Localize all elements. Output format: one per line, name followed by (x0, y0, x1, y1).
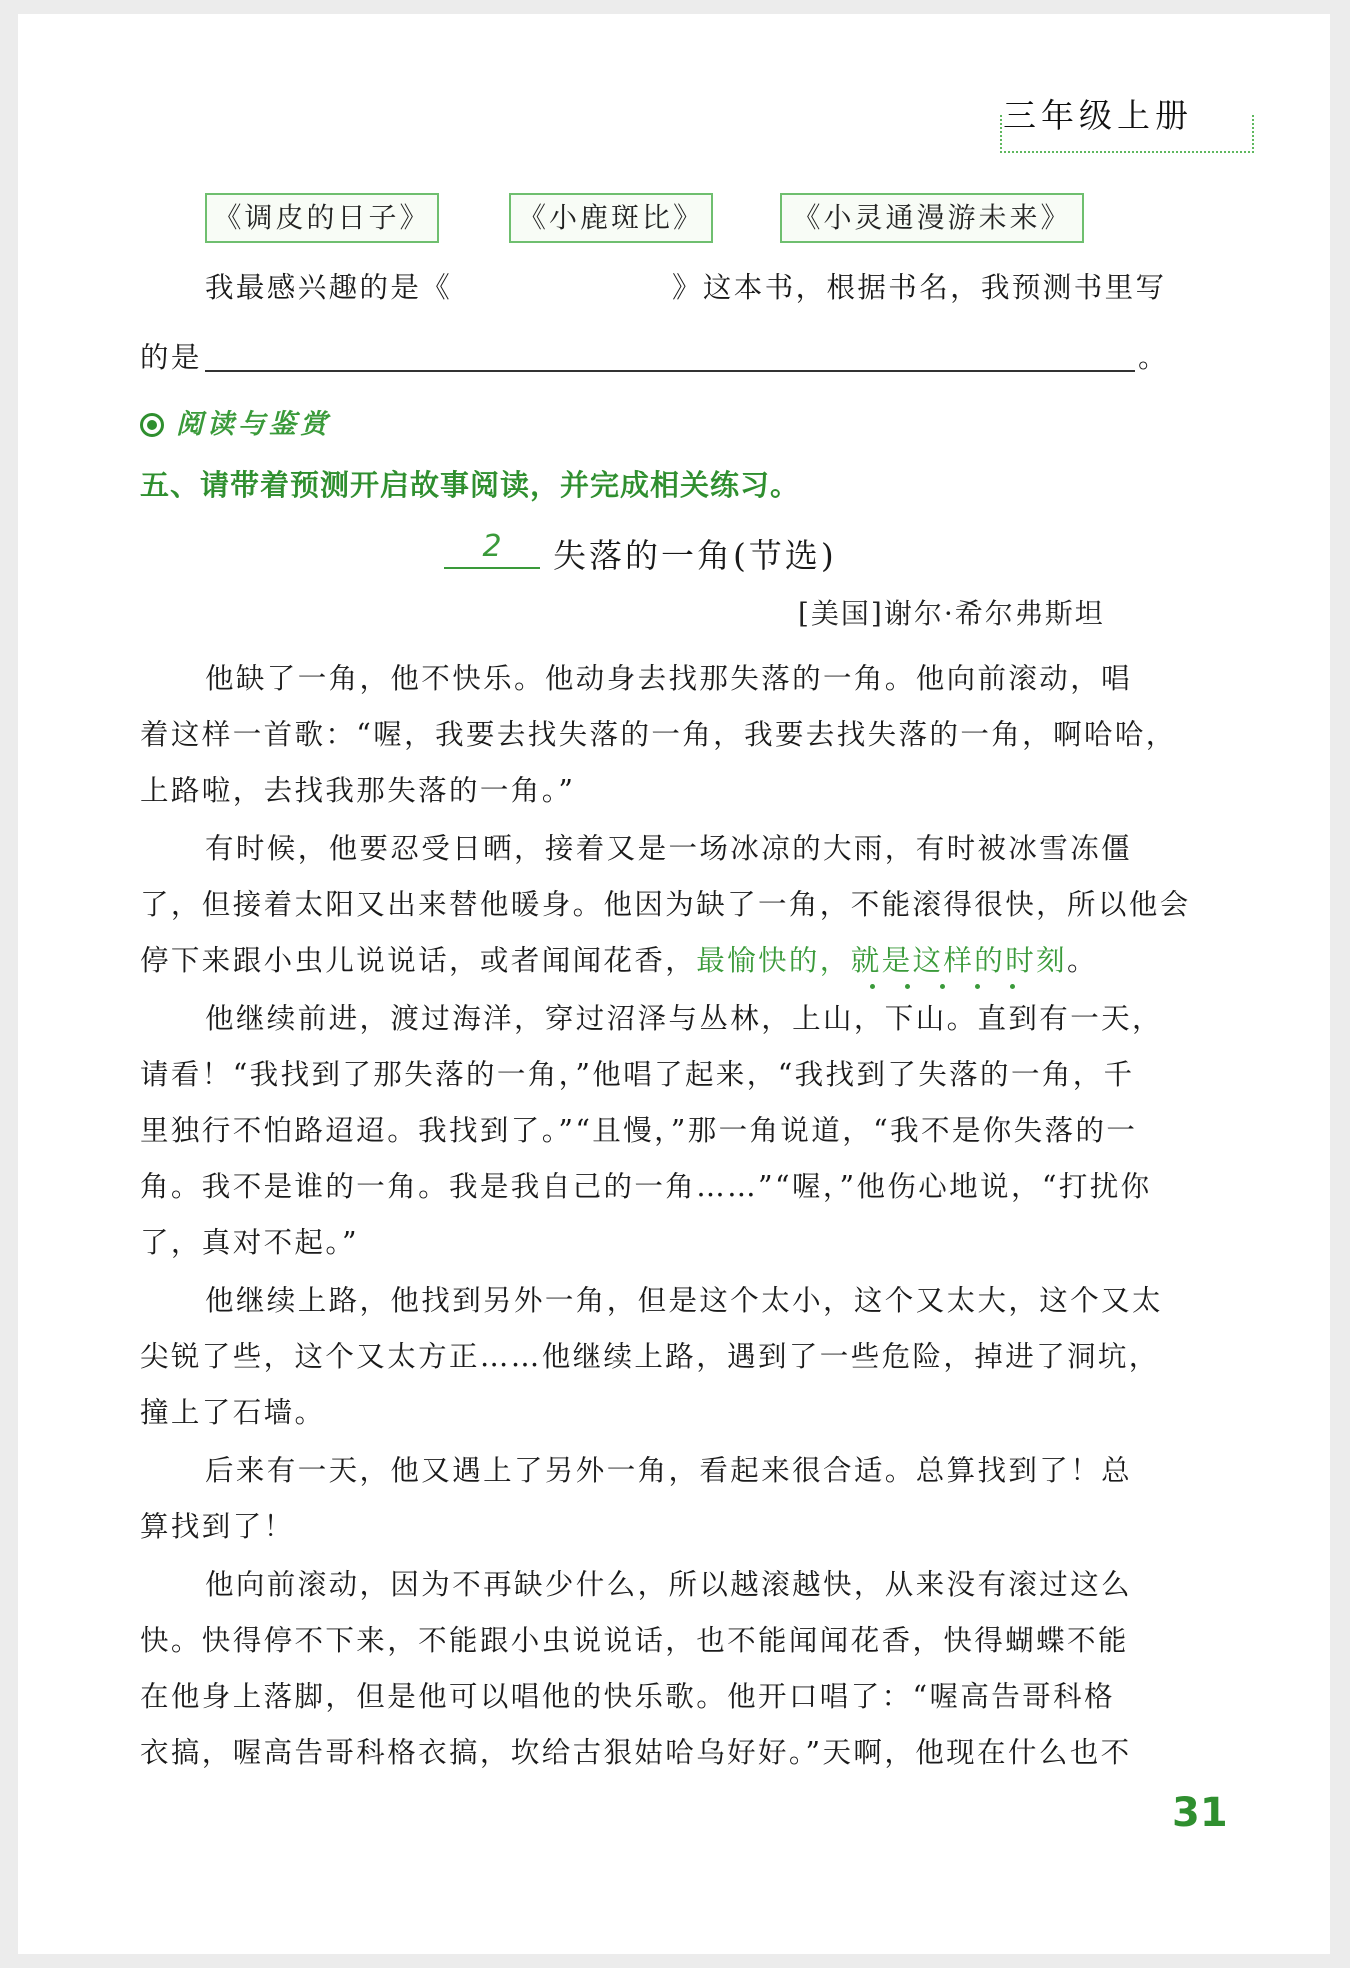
story-line: 角。我不是谁的一角。我是我自己的一角……”“喔，”他伤心地说，“打扰你 (140, 1170, 1152, 1203)
story-line: 请看！“我找到了那失落的一角，”他唱了起来，“我找到了失落的一角，千 (140, 1058, 1135, 1091)
story-line: 了，但接着太阳又出来替他暖身。他因为缺了一角，不能滚得很快，所以他会 (140, 888, 1191, 921)
story-line: 上路啦，去找我那失落的一角。” (140, 774, 576, 807)
story-line: 在他身上落脚，但是他可以唱他的快乐歌。他开口唱了：“喔高告哥科格 (140, 1680, 1115, 1713)
book-option-3: 《小灵通漫游未来》 (780, 193, 1084, 243)
answer-blank-line[interactable] (205, 370, 1135, 372)
story-title: 失落的一角(节选) (553, 536, 837, 575)
story-line: 停下来跟小虫儿说说话，或者闻闻花香， (140, 944, 697, 977)
story-line: 撞上了石墙。 (140, 1396, 326, 1429)
emphasis-dot (975, 984, 980, 989)
grade-label: 三年级上册 (1003, 96, 1193, 135)
story-line: 他继续前进，渡过海洋，穿过沼泽与丛林，上山，下山。直到有一天， (205, 1002, 1163, 1035)
story-line: 他向前滚动，因为不再缺少什么，所以越滚越快，从来没有滚过这么 (205, 1568, 1133, 1601)
story-line: 算找到了！ (140, 1510, 295, 1543)
prediction-line1-before: 我最感兴趣的是《 (205, 271, 453, 304)
story-line: 衣搞，喔高告哥科格衣搞，坎给古狠姑哈乌好好。”天啊，他现在什么也不 (140, 1736, 1132, 1769)
emphasis-dot (870, 984, 875, 989)
grade-dotted-box (1000, 115, 1254, 153)
story-author: [美国]谢尔·希尔弗斯坦 (798, 597, 1105, 630)
story-line: 他继续上路，他找到另外一角，但是这个太小，这个又太大，这个又太 (205, 1284, 1163, 1317)
story-line-with-highlight (140, 938, 1098, 979)
lesson-number: 2 (444, 527, 540, 569)
section-heading (140, 402, 331, 441)
highlighted-sentence: 最愉快的，就是这样的时刻 (696, 944, 1068, 977)
emphasis-dot (940, 984, 945, 989)
story-line: 着这样一首歌：“喔，我要去找失落的一角，我要去找失落的一角，啊哈哈， (140, 718, 1177, 751)
target-icon (140, 413, 164, 437)
book-option-1: 《调皮的日子》 (205, 193, 439, 243)
story-line: 快。快得停不下来，不能跟小虫说说话，也不能闻闻花香，快得蝴蝶不能 (140, 1624, 1129, 1657)
prediction-line2-before: 的是 (140, 341, 202, 374)
task-instruction: 五、请带着预测开启故事阅读，并完成相关练习。 (140, 468, 801, 502)
page-number: 31 (1172, 1790, 1228, 1836)
story-line: 了，真对不起。” (140, 1226, 360, 1259)
emphasis-dot (1010, 984, 1015, 989)
book-option-2: 《小鹿斑比》 (509, 193, 713, 243)
prediction-line2-end: 。 (1138, 341, 1169, 374)
emphasis-dot (905, 984, 910, 989)
story-line: 后来有一天，他又遇上了另外一角，看起来很合适。总算找到了！总 (205, 1454, 1133, 1487)
section-title: 阅读与鉴赏 (176, 409, 331, 440)
highlight-end: 。 (1067, 944, 1098, 977)
story-line: 尖锐了些，这个又太方正……他继续上路，遇到了一些危险，掉进了洞坑， (140, 1340, 1160, 1373)
story-line: 他缺了一角，他不快乐。他动身去找那失落的一角。他向前滚动，唱 (205, 662, 1133, 695)
story-line: 里独行不怕路迢迢。我找到了。”“且慢，”那一角说道，“我不是你失落的一 (140, 1114, 1138, 1147)
story-line: 有时候，他要忍受日晒，接着又是一场冰凉的大雨，有时被冰雪冻僵 (205, 832, 1133, 865)
prediction-line1-after: 》这本书，根据书名，我预测书里写 (672, 271, 1167, 304)
